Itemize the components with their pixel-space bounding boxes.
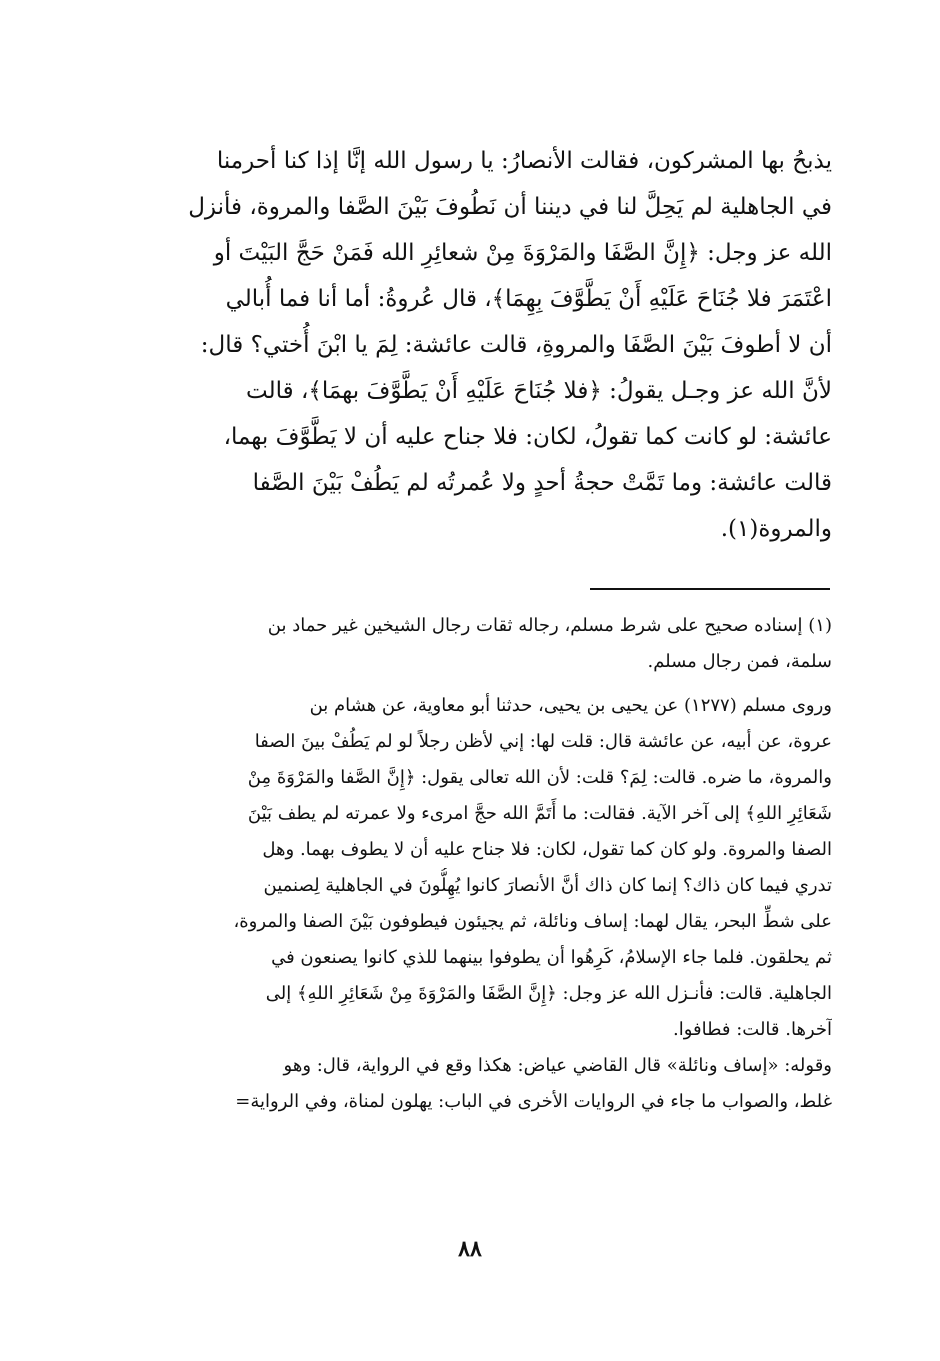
main-line: قالت عائشة: وما تَمَّتْ حجةُ أحدٍ ولا عُمرتُه لم يَطُفْ بَيْنَ الصَّفا: [252, 470, 832, 496]
main-line: يذبحُ بها المشركون، فقالت الأنصارُ: يا رسول الله إنَّا إذا كنا أحرمنا: [216, 148, 832, 174]
footnote-line: (١) إسناده صحيح على شرط مسلم، رجاله ثقات رجال الشيخين غير حماد بن: [267, 615, 832, 636]
main-line: الله عز وجل: ﴿إِنَّ الصَّفَا والمَرْوَةَ مِنْ شعائِرِ الله فَمَنْ حَجَّ البَيْتَ أو: [213, 240, 832, 266]
footnote-line: آخرها. قالت: فطافوا.: [673, 1019, 832, 1040]
footnote-line: شَعَائِرِ اللهِ﴾ إلى آخر الآية. فقالت: ما أَتَمَّ الله حجَّ امرىء ولا عمرته لم يطف بَيْنَ: [247, 803, 832, 824]
main-body-text: [104, 138, 832, 552]
footnote-line: والمروة، ما ضره. قالت: لِمَ؟ قلت: لأن الله تعالى يقول: ﴿إِنَّ الصَّفا والمَرْوَةَ مِنْ: [247, 767, 832, 788]
footnote-line: ثم يحلقون. فلما جاء الإسلامُ، كَرِهُوا أن يطوفوا بينهما للذي كانوا يصنعون في: [271, 947, 832, 968]
page-number: ٨٨: [458, 1236, 482, 1262]
footnote-line: غلط، والصواب ما جاء في الروايات الأخرى في الباب: يهلون لمناة، وفي الرواية=: [235, 1091, 832, 1112]
main-line: في الجاهلية لم يَحِلَّ لنا في ديننا أن نَطُوفَ بَيْنَ الصَّفا والمروة، فأنزل: [188, 194, 832, 220]
footnote-line: الصفا والمروة. ولو كان كما تقول، لكان: فلا جناح عليه أن لا يطوف بهما. وهل: [262, 839, 832, 860]
main-line: والمروة(١).: [720, 516, 832, 542]
footnote-line: عروة، عن أبيه، عن عائشة قال: قلت لها: إني لأظن رجلاً لو لم يَطُفْ بينَ الصفا: [254, 731, 832, 752]
footnotes-section: [104, 608, 832, 1120]
footnote-line: سلمة، فمن رجال مسلم.: [647, 651, 832, 672]
main-line: أن لا أطوفَ بَيْنَ الصَّفَا والمروةِ، قالت عائشة: لِمَ يا ابْنَ أُختي؟ قال:: [200, 332, 832, 358]
footnote-line: الجاهلية. قالت: فأنـزل الله عز وجل: ﴿إِنَّ الصَّفَا والمَرْوَةَ مِنْ شَعَائِرِ اللهِ﴾ إلى: [265, 983, 832, 1004]
main-line: اعْتَمَرَ فلا جُنَاحَ عَلَيْهِ أَنْ يَطَّوَّفَ بِهِمَا﴾، قال عُروةُ: أما أنا فما أُبالي: [225, 286, 832, 312]
footnote-line: على شطِّ البحر، يقال لهما: إساف ونائلة، ثم يجيئون فيطوفون بَيْنَ الصفا والمروة،: [233, 911, 832, 932]
main-line: عائشة: لو كانت كما تقولُ، لكان: فلا جناح عليه أن لا يَطَّوَّفَ بهما،: [223, 424, 832, 450]
footnote-line: وقوله: «إساف ونائلة» قال القاضي عياض: هكذا وقع في الرواية، قال: وهو: [283, 1055, 832, 1076]
paragraph-gap: [104, 680, 832, 688]
footnote-line: وروى مسلم (١٢٧٧) عن يحيى بن يحيى، حدثنا أبو معاوية، عن هشام بن: [309, 695, 832, 716]
main-line: لأنَّ الله عز وجـل يقولُ: ﴿فلا جُنَاحَ عَلَيْهِ أَنْ يَطَّوَّفَ بهمَا﴾، قالت: [246, 378, 832, 404]
footnote-separator: [590, 588, 830, 590]
footnote-line: تدري فيما كان ذاك؟ إنما كان ذاك أنَّ الأنصارَ كانوا يُهِلُّونَ في الجاهلية لِصنمين: [263, 875, 832, 896]
